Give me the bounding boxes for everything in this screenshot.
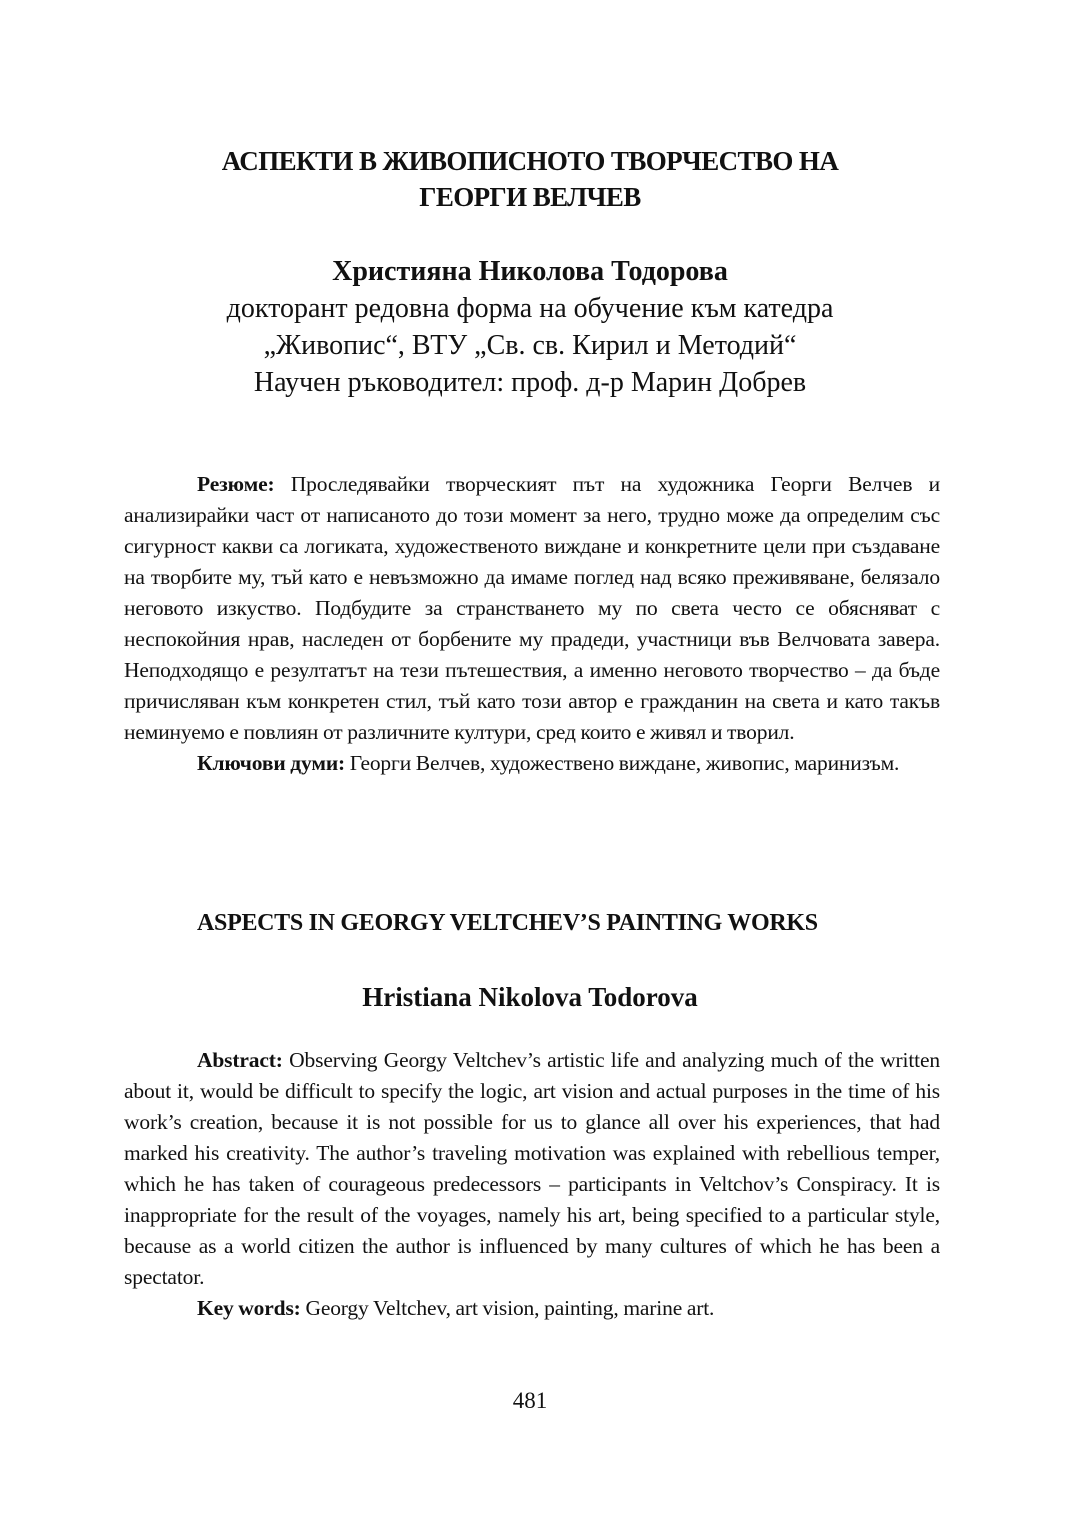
keywords-paragraph-bg: [124, 748, 940, 779]
abstract-paragraph-bg: [124, 469, 940, 748]
paper-title-en: ASPECTS IN GEORGY VELTCHEV’S PAINTING WORKS: [197, 910, 818, 936]
abstract-text-en: Observing Georgy Veltchev’s artistic life and analyzing much of the written about it, would be difficult to specify the logic, art vision and actual purposes in the time of his work’s creation, because it is not possible for us to glance all over his experiences, that had marked his creativity. The author’s traveling motivation was explained with rebellious temper, which he has taken of courageous predecessors – participants in Veltchov’s Conspiracy. It is inappropriate for the result of the voyages, namely his art, being specified to a particular style, because as a world citizen the author is influenced by many cultures of which he has been a spectator.: [124, 1048, 940, 1289]
keywords-label-en: Key words:: [197, 1296, 301, 1320]
keywords-text-en: Georgy Veltchev, art vision, painting, marine art.: [305, 1296, 715, 1320]
author-supervisor: Научен ръководител: проф. д-р Марин Добрев: [253, 367, 807, 398]
abstract-text-bg: Проследявайки творческият път на художника Георги Велчев и анализирайки част от написаното до този момент за него, трудно може да определим със сигурност какви са логиката, художественото виждане и конкретните цели при създаване на творбите му, тъй като е невъзможно да имаме поглед над всяко преживяване, белязало неговото изкуство. Подбудите за странстването му по света често се обясняват с неспокойния нрав, наследен от борбените му прадеди, участници във Велчовата завера. Неподходящо е резултатът на тези пътешествия, а именно неговото творчество – да бъде причисляван към конкретен стил, тъй като този автор е гражданин на света и като такъв неминуемо е повлиян от различните култури, сред които е живял и творил.: [124, 472, 940, 744]
keywords-paragraph-en: [124, 1293, 940, 1324]
author-block-bg: [120, 253, 940, 401]
paper-title-bg: [120, 143, 940, 215]
abstract-label-en: Abstract:: [197, 1048, 283, 1072]
author-name-en: Hristiana Nikolova Todorova: [362, 982, 698, 1012]
keywords-label-bg: Ключови думи:: [197, 751, 346, 775]
paper-title-bg-line2: ГЕОРГИ ВЕЛЧЕВ: [419, 182, 641, 212]
author-name-bg: Християна Николова Тодорова: [332, 256, 728, 287]
abstract-label-bg: Резюме:: [197, 472, 275, 496]
keywords-text-bg: Георги Велчев, художествено виждане, живопис, маринизъм.: [349, 751, 900, 775]
abstract-section-en: [124, 1045, 940, 1324]
paper-title-bg-line1: АСПЕКТИ В ЖИВОПИСНОТО ТВОРЧЕСТВО НА: [221, 146, 839, 176]
author-affiliation-line2: „Живопис“, ВТУ „Св. св. Кирил и Методий“: [263, 330, 797, 361]
page-number: 481: [512, 1388, 548, 1413]
author-affiliation-line1: докторант редовна форма на обучение към катедра: [226, 293, 834, 324]
abstract-section-bg: [124, 469, 940, 779]
abstract-paragraph-en: [124, 1045, 940, 1293]
